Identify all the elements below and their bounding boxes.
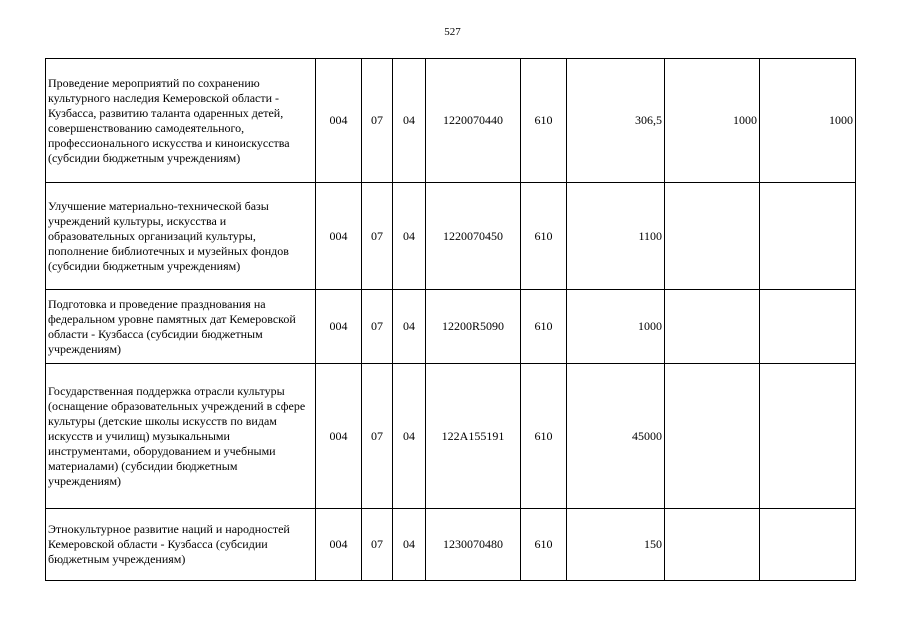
row-amount-year1: 1000 [567, 290, 665, 364]
row-section: 07 [362, 290, 393, 364]
table-row [46, 364, 856, 509]
row-amount-year1: 150 [567, 509, 665, 581]
row-amount-year3 [760, 509, 856, 581]
row-vr: 610 [521, 59, 567, 183]
row-vr: 610 [521, 290, 567, 364]
row-amount-year3 [760, 290, 856, 364]
row-section: 07 [362, 509, 393, 581]
row-subsection: 04 [393, 59, 426, 183]
row-csr: 1220070440 [426, 59, 521, 183]
row-csr: 1220070450 [426, 183, 521, 290]
row-vr: 610 [521, 183, 567, 290]
row-ved: 004 [316, 290, 362, 364]
row-section: 07 [362, 364, 393, 509]
row-name: Проведение мероприятий по сохранению культурного наследия Кемеровской области - Кузбасса, развитию таланта одаренных детей, совершенствованию самодеятельного, профессионального искусства и киноискусства (субсидии бюджетным учреждениям) [46, 59, 316, 183]
row-amount-year1: 1100 [567, 183, 665, 290]
row-csr: 1230070480 [426, 509, 521, 581]
row-ved: 004 [316, 59, 362, 183]
row-amount-year2 [665, 364, 760, 509]
page-number: 527 [444, 26, 461, 38]
row-amount-year2 [665, 183, 760, 290]
row-subsection: 04 [393, 364, 426, 509]
row-ved: 004 [316, 509, 362, 581]
row-ved: 004 [316, 183, 362, 290]
row-amount-year3 [760, 364, 856, 509]
row-subsection: 04 [393, 509, 426, 581]
row-name: Подготовка и проведение празднования на федеральном уровне памятных дат Кемеровской области - Кузбасса (субсидии бюджетным учреждениям) [46, 290, 316, 364]
row-ved: 004 [316, 364, 362, 509]
table-row [46, 290, 856, 364]
row-vr: 610 [521, 509, 567, 581]
row-vr: 610 [521, 364, 567, 509]
row-csr: 122A155191 [426, 364, 521, 509]
row-name: Государственная поддержка отрасли культуры (оснащение образовательных учреждений в сфере культуры (детские школы искусств по видам искусств и училищ) музыкальными инструментами, оборудованием и учебными материалами) (субсидии бюджетным учреждениям) [46, 364, 316, 509]
row-amount-year2: 1000 [665, 59, 760, 183]
row-amount-year2 [665, 290, 760, 364]
row-section: 07 [362, 59, 393, 183]
row-subsection: 04 [393, 290, 426, 364]
row-section: 07 [362, 183, 393, 290]
row-amount-year1: 45000 [567, 364, 665, 509]
row-subsection: 04 [393, 183, 426, 290]
row-csr: 12200R5090 [426, 290, 521, 364]
budget-table [45, 58, 856, 581]
table-row [46, 59, 856, 183]
row-amount-year3: 1000 [760, 59, 856, 183]
row-amount-year3 [760, 183, 856, 290]
row-amount-year1: 306,5 [567, 59, 665, 183]
row-name: Улучшение материально-технической базы учреждений культуры, искусства и образовательных организаций культуры, пополнение библиотечных и музейных фондов (субсидии бюджетным учреждениям) [46, 183, 316, 290]
table-row [46, 509, 856, 581]
row-amount-year2 [665, 509, 760, 581]
row-name: Этнокультурное развитие наций и народностей Кемеровской области - Кузбасса (субсидии бюджетным учреждениям) [46, 509, 316, 581]
table-row [46, 183, 856, 290]
